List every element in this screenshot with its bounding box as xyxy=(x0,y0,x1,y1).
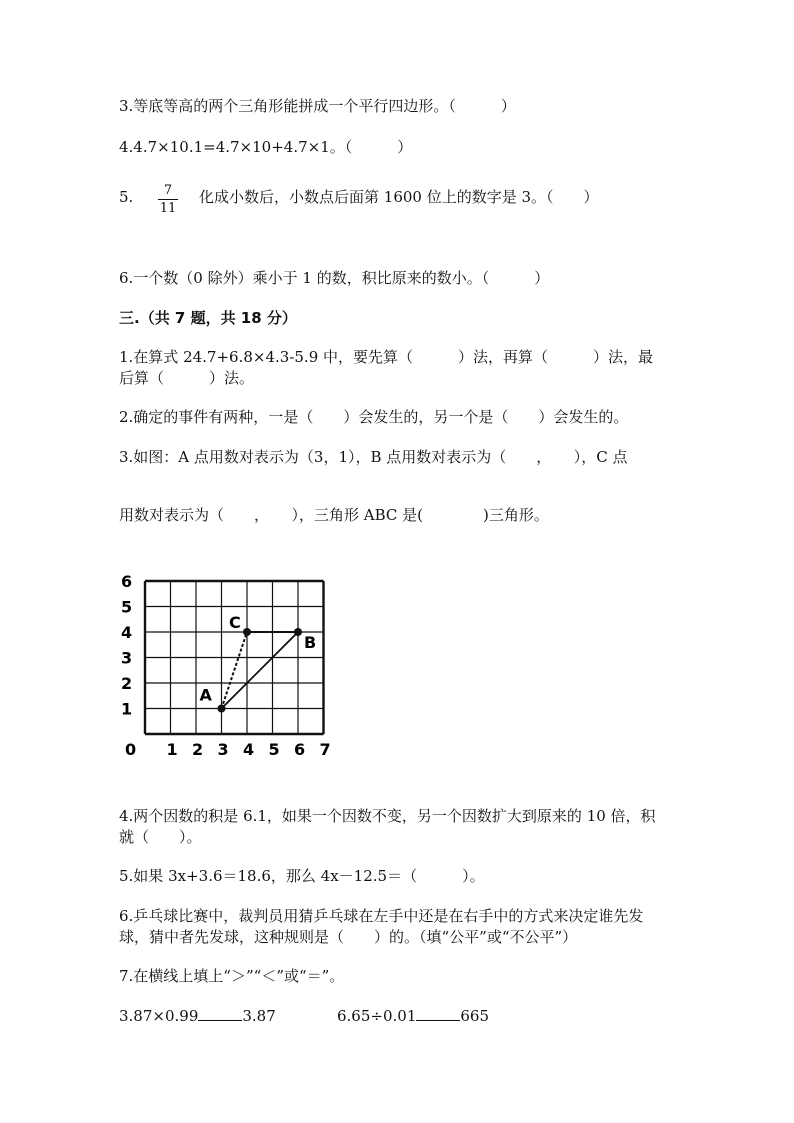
y-axis-label: 2 xyxy=(121,674,133,693)
fill-question-5: 5.如果 3x+3.6＝18.6，那么 4x－12.5＝（ ）。 xyxy=(119,867,485,885)
compare-2-left: 6.65÷0.01 xyxy=(337,1007,417,1025)
x-axis-label: 5 xyxy=(268,740,280,759)
fill-question-3-part2: 用数对表示为（ ， ），三角形 ABC 是( )三角形。 xyxy=(119,506,549,524)
segment-ac xyxy=(222,632,248,709)
question-5-number: 5. xyxy=(119,188,134,206)
fill-question-6: 6.乒乓球比赛中，裁判员用猜乒乓球在左手中还是在右手中的方式来决定谁先发球，猜中者先发球，这种规则是（ ）的。（填“公平”或“不公平”） xyxy=(119,907,644,946)
fill-question-2: 2.确定的事件有两种，一是（ ）会发生的，另一个是（ ）会发生的。 xyxy=(119,408,629,426)
segment-ab xyxy=(222,632,299,709)
fraction-denominator: 11 xyxy=(159,201,177,216)
point-label-b: B xyxy=(304,633,317,652)
section-3-title: 三.（共 7 题，共 18 分） xyxy=(119,309,297,327)
x-axis-label: 0 xyxy=(125,740,137,759)
triangle-abc xyxy=(200,613,317,713)
point-b xyxy=(294,628,302,636)
compare-item-2 xyxy=(337,1006,489,1027)
fill-question-4: 4.两个因数的积是 6.1，如果一个因数不变，另一个因数扩大到原来的 10 倍，积就（ ）。 xyxy=(119,807,656,846)
fill-question-7: 7.在横线上填上“＞”“＜”或“＝”。 xyxy=(119,967,345,985)
point-a xyxy=(218,705,226,713)
y-axis-label: 3 xyxy=(121,648,133,668)
fraction-7-11 xyxy=(158,183,178,216)
grid-lines xyxy=(145,581,324,734)
fill-question-3-part1: 3.如图：A 点用数对表示为（3，1），B 点用数对表示为（ ， ），C 点 xyxy=(119,448,628,466)
point-label-a: A xyxy=(199,685,212,705)
question-4-tf: 4.4.7×10.1=4.7×10+4.7×1。（ ） xyxy=(119,138,413,156)
compare-2-right: 665 xyxy=(460,1007,490,1025)
fill-question-1: 1.在算式 24.7+6.8×4.3-5.9 中，要先算（ ）法，再算（ ）法，最后算（ ）法。 xyxy=(119,348,654,387)
y-axis-label: 5 xyxy=(121,597,133,617)
y-axis-label: 1 xyxy=(121,699,133,719)
compare-1-left: 3.87×0.99 xyxy=(119,1007,199,1025)
fraction-numerator: 7 xyxy=(163,183,173,198)
x-axis-label: 1 xyxy=(166,740,178,759)
point-label-c: C xyxy=(229,613,241,632)
compare-1-right: 3.87 xyxy=(242,1007,276,1025)
y-axis-label: 4 xyxy=(121,623,133,642)
x-axis-label: 6 xyxy=(294,740,306,759)
y-axis-label: 6 xyxy=(121,575,133,591)
question-3-tf: 3.等底等高的两个三角形能拼成一个平行四边形。（ ） xyxy=(119,97,516,115)
point-c xyxy=(243,628,251,636)
x-axis-label: 4 xyxy=(243,740,255,759)
x-axis-label: 7 xyxy=(319,740,331,759)
question-5-tf: 化成小数后，小数点后面第 1600 位上的数字是 3。（ ） xyxy=(199,188,599,206)
answer-blank-2[interactable] xyxy=(416,1006,460,1021)
x-axis-label: 3 xyxy=(217,740,229,759)
fraction-bar xyxy=(158,199,178,200)
grid-labels xyxy=(121,575,331,759)
compare-item-1 xyxy=(119,1006,276,1027)
x-axis-label: 2 xyxy=(192,740,204,759)
answer-blank-1[interactable] xyxy=(198,1006,242,1021)
question-6-tf: 6.一个数（0 除外）乘小于 1 的数，积比原来的数小。（ ） xyxy=(119,269,550,287)
coordinate-grid xyxy=(115,575,345,765)
